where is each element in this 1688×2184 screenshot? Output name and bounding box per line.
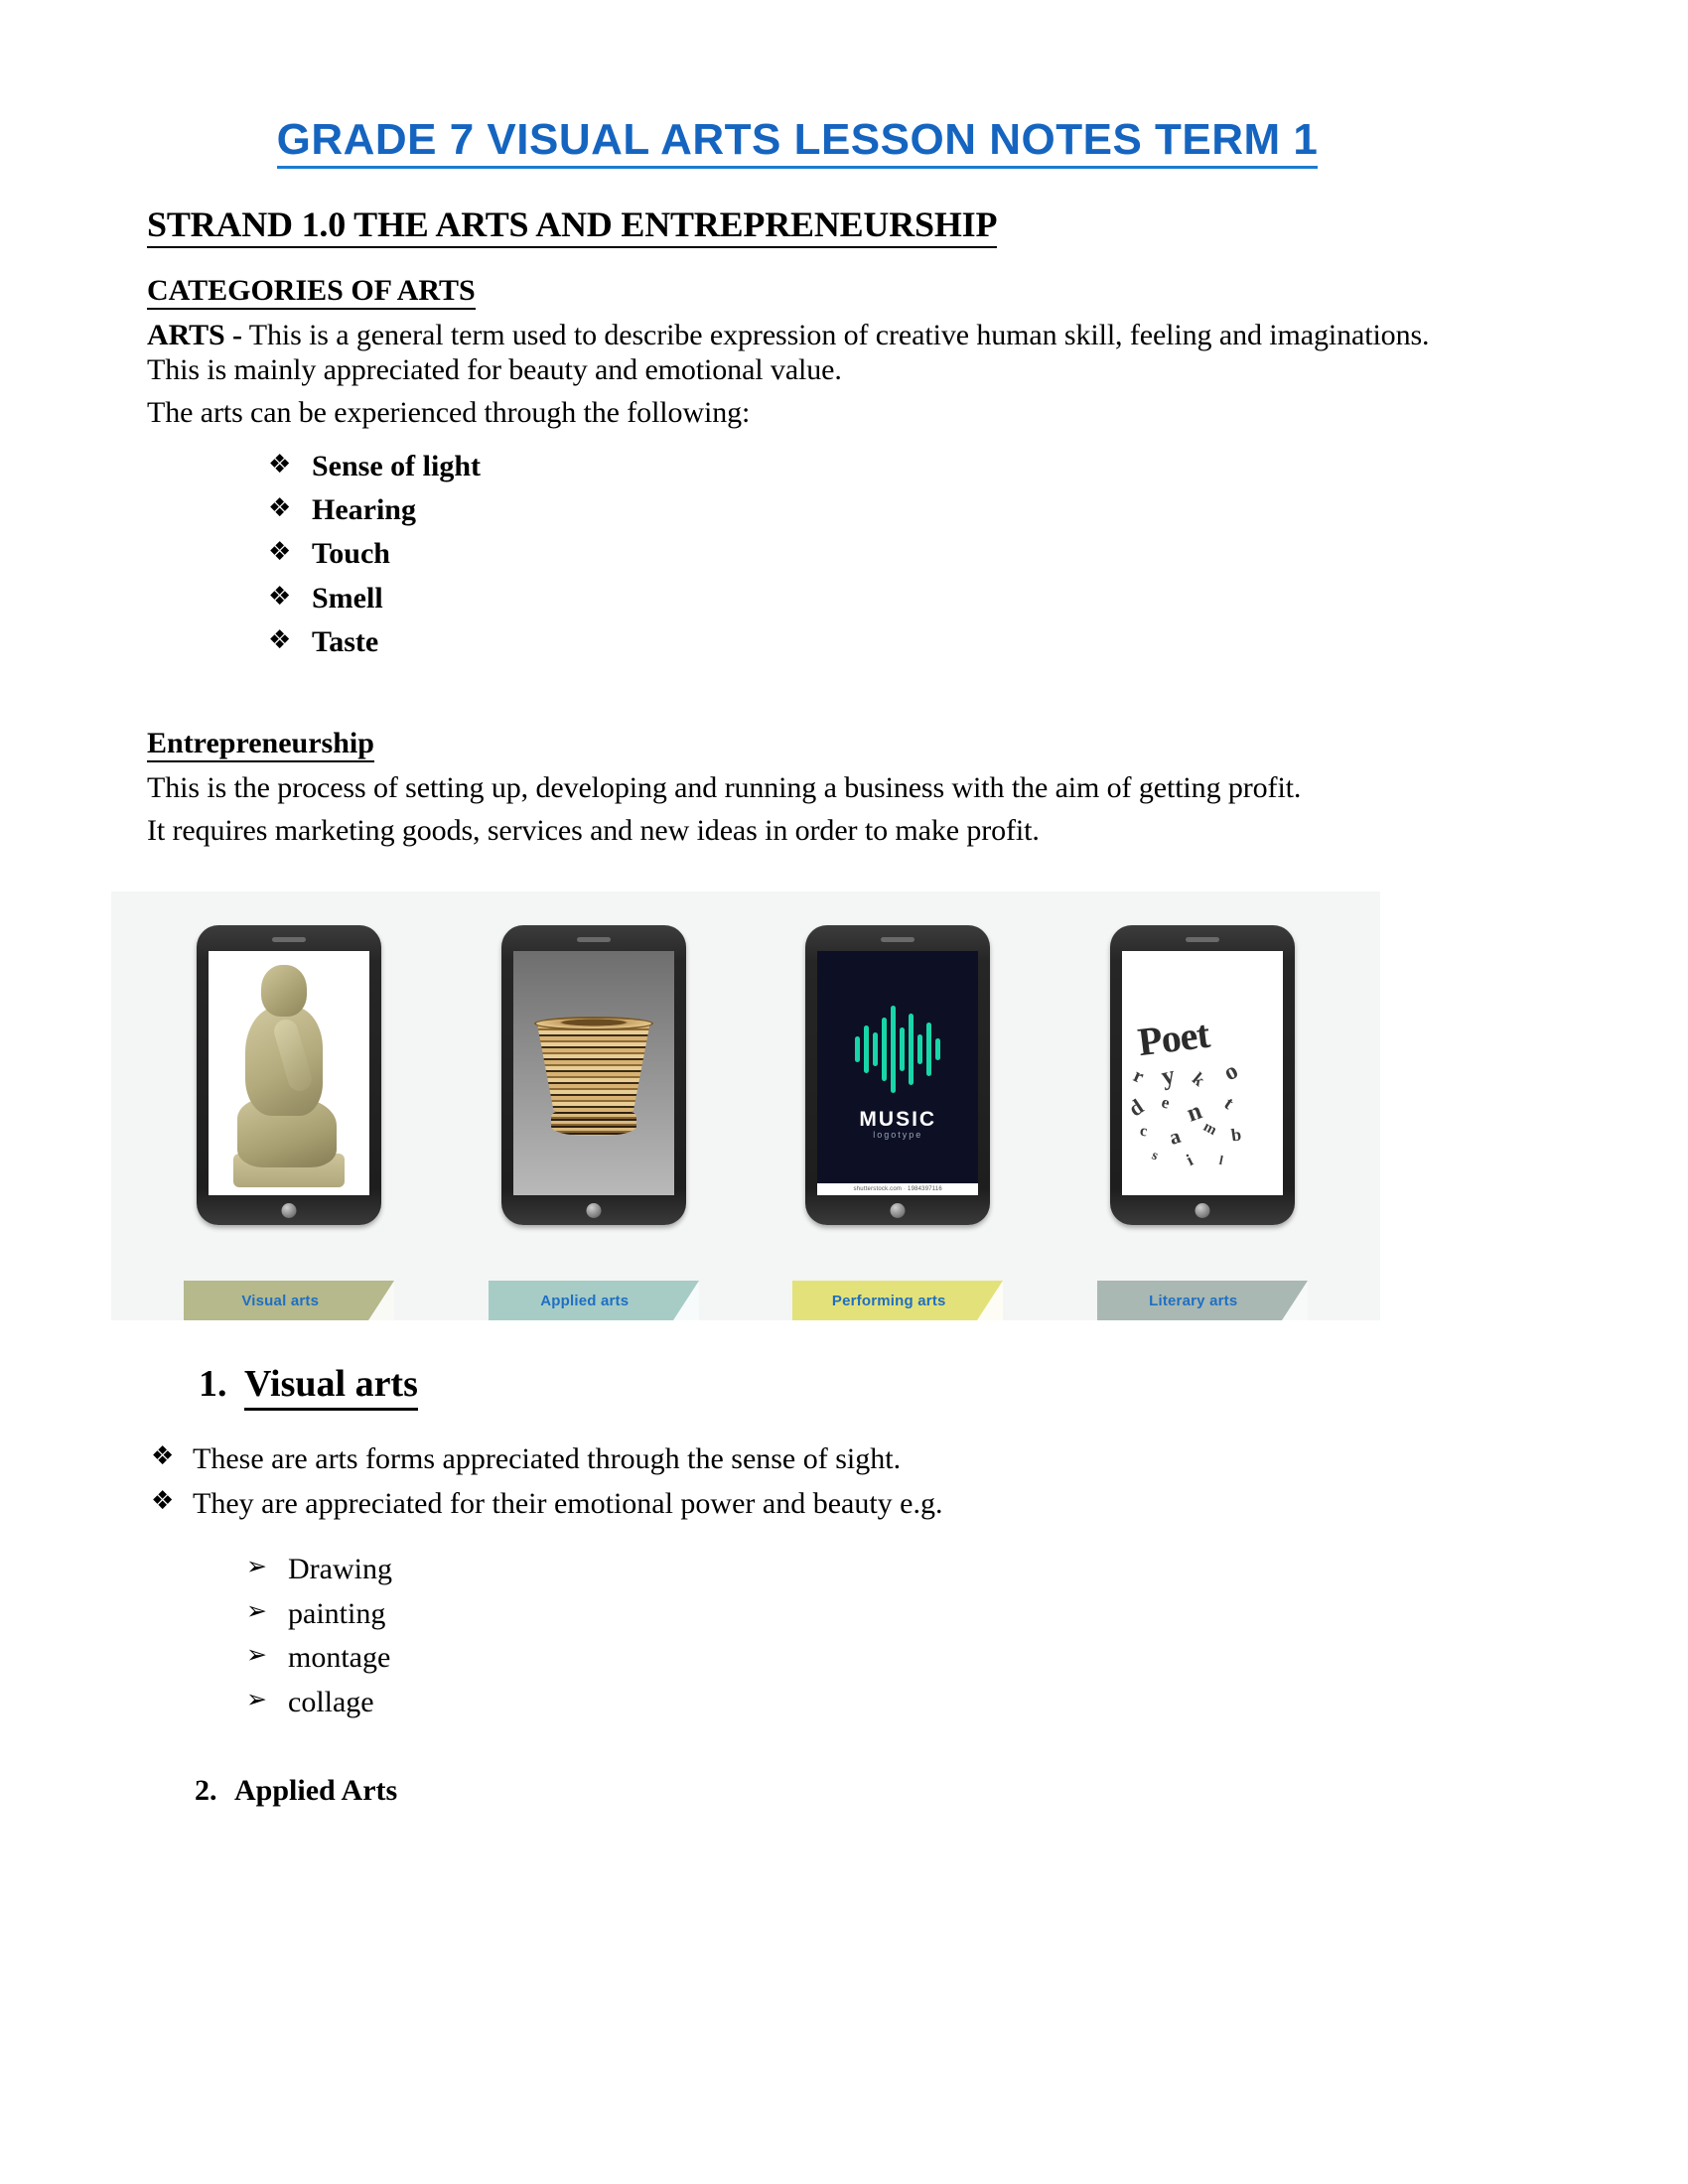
list-item-label: collage (288, 1685, 374, 1718)
entrepreneurship-heading-text: Entrepreneurship (147, 727, 374, 762)
scattered-letter: c (1138, 1122, 1149, 1141)
section-number: 2. (195, 1773, 217, 1807)
visual-arts-bullets (147, 1436, 1448, 1526)
figure-label-literary-arts (1097, 1281, 1308, 1320)
arts-definition-body: This is a general term used to describe expression of creative human skill, feeling and imaginations. This is mainly appreciated for beauty and emotional value. (147, 318, 1430, 386)
visual-arts-examples (147, 1548, 1448, 1724)
woven-basket-image (513, 951, 674, 1195)
list-item-label: Touch (312, 537, 390, 571)
arrow-bullet-icon: ➢ (246, 1552, 267, 1581)
list-item-label: Smell (312, 581, 383, 614)
music-title: MUSIC (859, 1107, 937, 1131)
strand-heading (147, 205, 1448, 247)
section-heading-visual-arts (199, 1362, 1448, 1411)
phone-frame (1110, 925, 1295, 1225)
list-item-label: montage (288, 1641, 391, 1675)
categories-heading-text: CATEGORIES OF ARTS (147, 274, 476, 310)
phone-panel-visual-arts (164, 925, 414, 1225)
entrepreneurship-paragraph-2: It requires marketing goods, services and new ideas in order to make profit. (147, 814, 1040, 848)
phone-panel-performing-arts (773, 925, 1023, 1225)
ribbon-wrap (469, 1281, 719, 1320)
list-item (246, 1548, 1448, 1591)
scattered-letter: y (1158, 1059, 1178, 1091)
categories-heading (147, 274, 1448, 310)
list-item-label: painting (288, 1596, 386, 1630)
list-item-label: Sense of light (312, 449, 482, 482)
ribbon-tail-icon (368, 1281, 394, 1320)
figure-label-text: Visual arts (241, 1292, 320, 1309)
diamond-bullet-icon: ❖ (268, 625, 292, 656)
basket-foot (551, 1112, 636, 1136)
poetry-word: Poet (1135, 1012, 1211, 1065)
stock-watermark: shutterstock.com · 1984397116 (817, 1183, 978, 1195)
list-item-label: Drawing (288, 1553, 392, 1586)
phone-home-button-icon (586, 1203, 601, 1218)
section-number: 1. (199, 1363, 227, 1406)
arrow-bullet-icon: ➢ (246, 1640, 267, 1670)
list-item-label: They are appreciated for their emotional power and beauty e.g. (193, 1487, 943, 1521)
phone-frame (197, 925, 381, 1225)
arrow-bullet-icon: ➢ (246, 1684, 267, 1713)
ribbon-tail-icon (673, 1281, 699, 1320)
section-title: Applied Arts (234, 1773, 398, 1807)
scattered-letter: k (1188, 1067, 1209, 1090)
poetry-wordcloud-image (1122, 951, 1283, 1195)
section-heading-applied-arts (195, 1774, 1448, 1808)
diamond-bullet-icon: ❖ (268, 449, 292, 479)
scattered-letter: l (1217, 1152, 1224, 1167)
phone-home-button-icon (282, 1203, 297, 1218)
list-item (268, 445, 1448, 488)
poetry-scattered-letters (1122, 1059, 1283, 1171)
music-logo-image (817, 951, 978, 1195)
list-item (246, 1636, 1448, 1680)
page-title-text: GRADE 7 VISUAL ARTS LESSON NOTES TERM 1 (277, 117, 1319, 169)
experienced-intro: The arts can be experienced through the following: (147, 396, 751, 430)
ribbon-wrap (1077, 1281, 1328, 1320)
scattered-letter: m (1199, 1118, 1219, 1139)
senses-list (147, 445, 1448, 665)
scattered-letter: o (1219, 1057, 1242, 1086)
scattered-letter: s (1149, 1148, 1161, 1164)
list-item (246, 1681, 1448, 1724)
diamond-bullet-icon: ❖ (268, 493, 292, 524)
phone-speaker-icon (272, 937, 306, 942)
phone-frame (501, 925, 686, 1225)
scattered-letter: a (1166, 1123, 1184, 1150)
scattered-letter: i (1183, 1150, 1196, 1169)
ribbon-tail-icon (1282, 1281, 1308, 1320)
phone-panel-literary-arts (1077, 925, 1328, 1225)
figure-label-text: Literary arts (1149, 1292, 1238, 1309)
figure-label-visual-arts (184, 1281, 394, 1320)
sculpture-head (261, 965, 307, 1017)
ribbon-tail-icon (977, 1281, 1003, 1320)
diamond-bullet-icon: ❖ (268, 537, 292, 568)
list-item (268, 488, 1448, 532)
page-title (147, 117, 1448, 169)
list-item-label: These are arts forms appreciated through the sense of sight. (193, 1442, 902, 1476)
scattered-letter: d (1123, 1093, 1148, 1122)
phone-frame (805, 925, 990, 1225)
list-item-label: Taste (312, 625, 379, 659)
phone-mockups-row (111, 891, 1380, 1320)
list-item (268, 532, 1448, 576)
ribbon-wrap (164, 1281, 414, 1320)
arts-categories-figure (111, 891, 1380, 1320)
figure-labels-row (111, 1277, 1380, 1320)
figure-label-performing-arts (792, 1281, 1003, 1320)
phone-speaker-icon (577, 937, 611, 942)
arrow-bullet-icon: ➢ (246, 1595, 267, 1625)
phone-speaker-icon (881, 937, 914, 942)
sculpture-image (209, 951, 369, 1195)
basket-body (537, 1023, 650, 1118)
list-item (151, 1436, 1448, 1481)
equalizer-icon (855, 1006, 940, 1093)
strand-heading-text: STRAND 1.0 THE ARTS AND ENTREPRENEURSHIP (147, 205, 997, 247)
phone-speaker-icon (1186, 937, 1219, 942)
list-item (268, 577, 1448, 620)
scattered-letter: n (1183, 1097, 1205, 1128)
list-item-label: Hearing (312, 493, 416, 527)
ribbon-wrap (773, 1281, 1023, 1320)
arts-definition-lead: ARTS - (147, 318, 242, 351)
list-item (268, 620, 1448, 664)
scattered-letter: r (1129, 1063, 1147, 1088)
scattered-letter: t (1219, 1092, 1237, 1114)
sculpture-shape (229, 959, 349, 1187)
entrepreneurship-paragraph-1: This is the process of setting up, developing and running a business with the aim of getting profit. (147, 770, 1302, 804)
document-content (147, 0, 1448, 1808)
entrepreneurship-heading (147, 727, 1448, 762)
arts-definition-paragraph (147, 318, 1448, 388)
scattered-letter: b (1229, 1124, 1243, 1146)
list-item (151, 1481, 1448, 1526)
section-title: Visual arts (244, 1362, 418, 1411)
scattered-letter: e (1159, 1091, 1172, 1113)
phone-panel-applied-arts (469, 925, 719, 1225)
music-subtitle: logotype (873, 1129, 923, 1140)
phone-home-button-icon (891, 1203, 906, 1218)
basket-rim (534, 1017, 653, 1030)
figure-label-text: Performing arts (831, 1292, 946, 1309)
phone-home-button-icon (1195, 1203, 1209, 1218)
figure-label-text: Applied arts (540, 1292, 630, 1309)
diamond-bullet-icon: ❖ (151, 1486, 175, 1517)
diamond-bullet-icon: ❖ (268, 581, 292, 612)
figure-label-applied-arts (489, 1281, 699, 1320)
basket-shape (531, 1017, 656, 1140)
diamond-bullet-icon: ❖ (151, 1441, 175, 1472)
list-item (246, 1592, 1448, 1636)
